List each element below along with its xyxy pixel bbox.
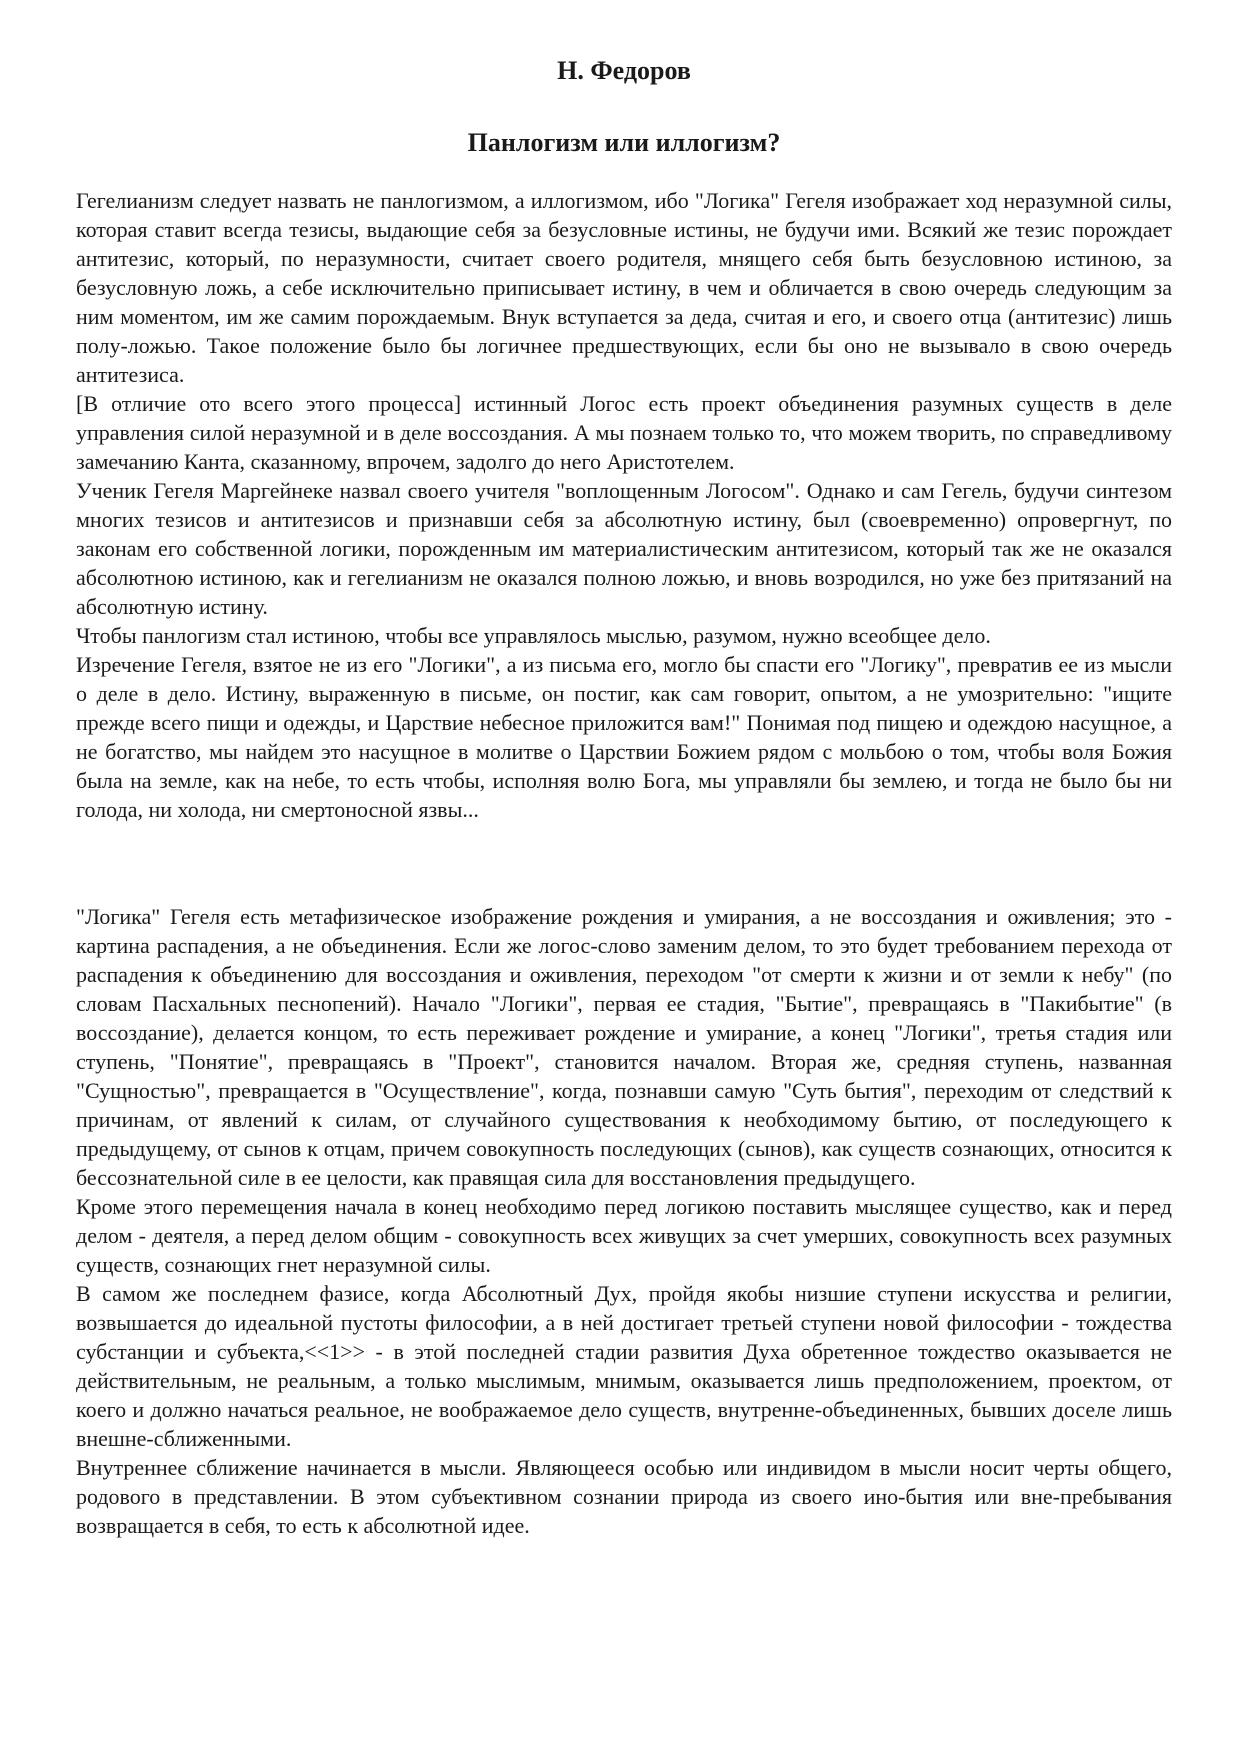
paragraph: "Логика" Гегеля есть метафизическое изображение рождения и умирания, а не воссоздания и оживления; это - картина распадения, а не объединения. Если же логос-слово заменим делом, то это будет требованием перехода от распадения к объединению для воссоздания и оживления, переходом "от смерти к жизни и от земли к небу" (по словам Пасхальных песнопений). Начало "Логики", первая ее стадия, "Бытие", превращаясь в "Пакибытие" (в воссоздание), делается концом, то есть переживает рождение и умирание, а конец "Логики", третья стадия или ступень, "Понятие", превращаясь в "Проект", становится началом. Вторая же, средняя ступень, названная "Сущностью", превращается в "Осуществление", когда, познавши самую "Суть бытия", переходим от следствий к причинам, от явлений к силам, от случайного существования к необходимому бытию, от последующего к предыдущему, от сынов к отцам, причем совокупность последующих (сынов), как существ сознающих, относится к бессознательной силе в ее целости, как правящая сила для восстановления предыдущего.	[76, 904, 1172, 1190]
paragraph: Чтобы панлогизм стал истиною, чтобы все управлялось мыслью, разумом, нужно всеобщее дело.	[76, 623, 991, 648]
document-page	[76, 54, 1172, 1540]
paragraph: Внутреннее сближение начинается в мысли. Являющееся особью или индивидом в мысли носит черты общего, родового в представлении. В этом субъективном сознании природа из своего ино-бытия или вне-пребывания возвращается в себя, то есть к абсолютной идее.	[76, 1455, 1172, 1538]
paragraph: Изречение Гегеля, взятое не из его "Логики", а из письма его, могло бы спасти его "Логику", превратив ее из мысли о деле в дело. Истину, выраженную в письме, он постиг, как сам говорит, опытом, а не умозрительно: "ищите прежде всего пищи и одежды, и Царствие небесное приложится вам!" Понимая под пищею и одеждою насущное, а не богатство, мы найдем это насущное в молитве о Царствии Божием рядом с мольбою о том, чтобы воля Божия была на земле, как на небе, то есть чтобы, исполняя волю Бога, мы управляли бы землею, и тогда не было бы ни голода, ни холода, ни смертоносной язвы...	[76, 652, 1172, 822]
section-divider-space	[76, 824, 1172, 902]
paragraph: [В отличие ото всего этого процесса] истинный Логос есть проект объединения разумных существ в деле управления силой неразумной и в деле воссоздания. А мы познаем только то, что можем творить, по справедливому замечанию Канта, сказанному, впрочем, задолго до него Аристотелем.	[76, 391, 1172, 474]
paragraph: В самом же последнем фазисе, когда Абсолютный Дух, пройдя якобы низшие ступени искусства и религии, возвышается до идеальной пустоты философии, а в ней достигает третьей ступени новой философии - тождества субстанции и субъекта,<<1>> - в этой последней стадии развития Духа обретенное тождество оказывается не действительным, не реальным, а только мыслимым, мнимым, оказывается лишь предположением, проектом, от коего и должно начаться реальное, не воображаемое дело существ, внутренне-объединенных, бывших доселе лишь внешне-сближенными.	[76, 1281, 1172, 1451]
paragraph: Гегелианизм следует назвать не панлогизмом, а иллогизмом, ибо "Логика" Гегеля изображает ход неразумной силы, которая ставит всегда тезисы, выдающие себя за безусловные истины, не будучи ими. Всякий же тезис порождает антитезис, который, по неразумности, считает своего родителя, мнящего себя быть безусловною истиною, за безусловную ложь, а себе исключительно приписывает истину, в чем и обличается в свою очередь следующим за ним моментом, им же самим порождаемым. Внук вступается за деда, считая и его, и своего отца (антитезис) лишь полу-ложью. Такое положение было бы логичнее предшествующих, если бы оно не вызывало в свою очередь антитезиса.	[76, 188, 1172, 387]
section-2	[76, 902, 1172, 1540]
document-title: Панлогизм или иллогизм?	[467, 128, 781, 157]
paragraph: Ученик Гегеля Маргейнеке назвал своего учителя "воплощенным Логосом". Однако и сам Гегель, будучи синтезом многих тезисов и антитезисов и признавши себя за абсолютную истину, был (своевременно) опровергнут, по законам его собственной логики, порожденным им материалистическим антитезисом, который так же не оказался абсолютною истиною, как и гегелианизм не оказался полною ложью, и вновь возродился, но уже без притязаний на абсолютную истину.	[76, 478, 1172, 619]
author-heading: Н. Федоров	[557, 56, 691, 85]
paragraph: Кроме этого перемещения начала в конец необходимо перед логикою поставить мыслящее существо, как и перед делом - деятеля, а перед делом общим - совокупность всех живущих за счет умерших, совокупность всех разумных существ, сознающих гнет неразумной силы.	[76, 1194, 1172, 1277]
section-1	[76, 186, 1172, 824]
